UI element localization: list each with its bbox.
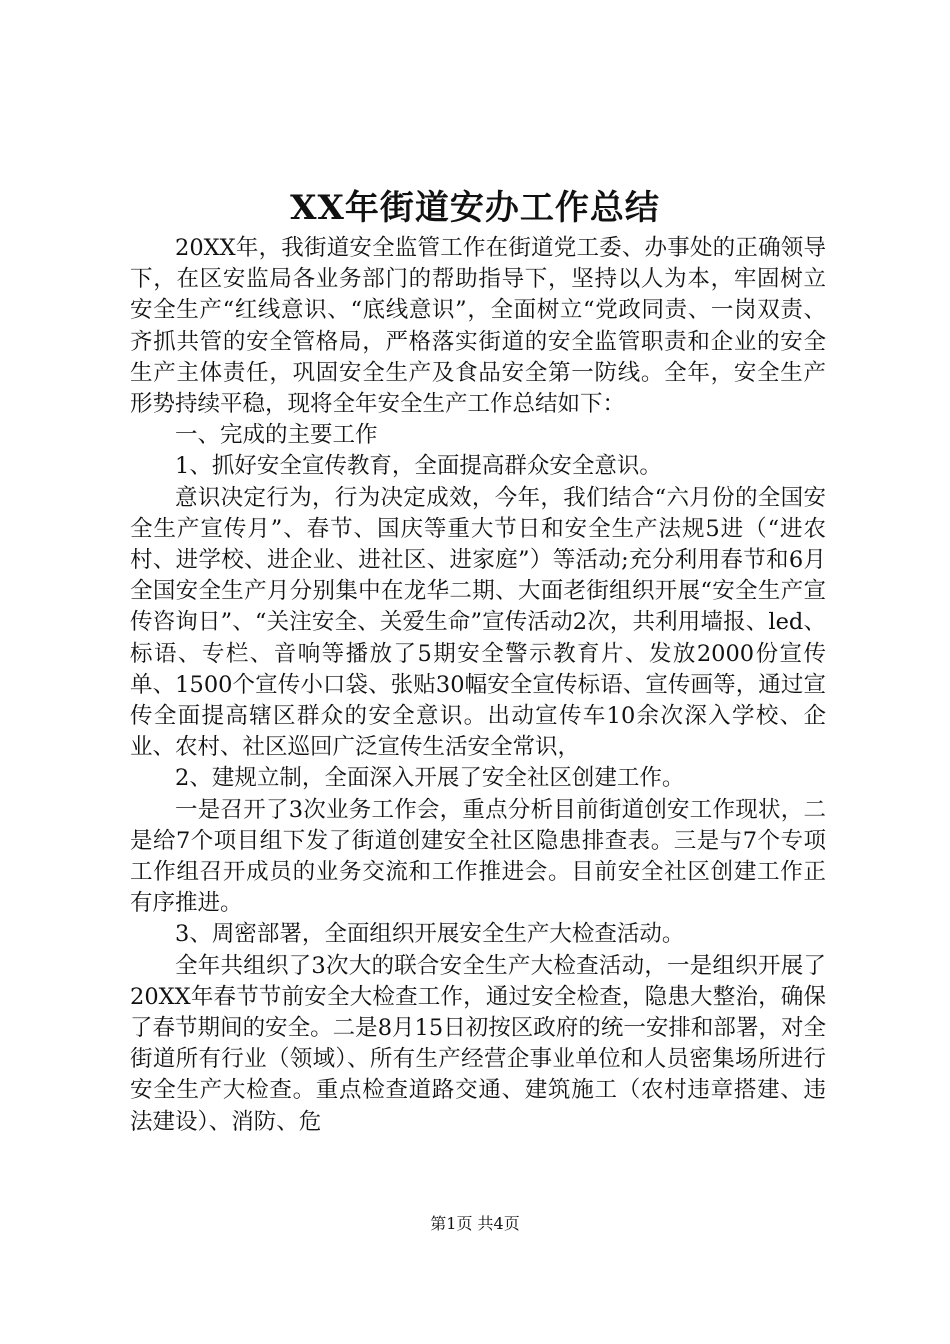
subheading-safe-community: 2、建规立制，全面深入开展了安全社区创建工作。 <box>175 765 685 792</box>
paragraph-safe-community: 一是召开了3次业务工作会，重点分析目前街道创安工作现状，二是给7个项目组下发了街道创建安全社区隐患排查表。三是与7个专项工作组召开成员的业务交流和工作推进会。目前安全社区创建工作正有序推进。 <box>130 796 826 917</box>
paragraph-safety-inspection: 全年共组织了3次大的联合安全生产大检查活动，一是组织开展了20XX年春节节前安全大检查工作，通过安全检查，隐患大整治，确保了春节期间的安全。二是8月15日初按区政府的统一安排和部署，对全街道所有行业（领域）、所有生产经营企事业单位和人员密集场所进行安全生产大检查。重点检查道路交通、建筑施工（农村违章搭建、违法建设）、消防、危 <box>130 952 826 1135</box>
section-heading-main-work: 一、完成的主要工作 <box>175 422 378 449</box>
page-number: 第1页 共4页 <box>430 1214 520 1233</box>
document-body <box>130 233 826 1138</box>
paragraph-safety-education: 意识决定行为，行为决定成效，今年，我们结合“六月份的全国安全生产宣传月”、春节、国庆等重大节日和安全生产法规5进（“进农村、进学校、进企业、进社区、进家庭”）等活动;充分利用春节和6月全国安全生产月分别集中在龙华二期、大面老街组织开展“安全生产宣传咨询日”、“关注安全、关爱生命”宣传活动2次，共利用墙报、led、标语、专栏、音响等播放了5期安全警示教育片、发放2000份宣传单、1500个宣传小口袋、张贴30幅安全宣传标语、宣传画等，通过宣传全面提高辖区群众的安全意识。出动宣传车10余次深入学校、企业、农村、社区巡回广泛宣传生活安全常识， <box>130 484 826 761</box>
subheading-safety-inspection: 3、周密部署，全面组织开展安全生产大检查活动。 <box>175 921 685 948</box>
subheading-safety-education: 1、抓好安全宣传教育，全面提高群众安全意识。 <box>175 453 662 480</box>
paragraph-intro: 20XX年，我街道安全监管工作在街道党工委、办事处的正确领导下，在区安监局各业务部门的帮助指导下，坚持以人为本，牢固树立安全生产“红线意识、“底线意识”，全面树立“党政同责、一岗双责、齐抓共管的安全管格局，严格落实街道的安全监管职责和企业的安全生产主体责任，巩固安全生产及食品安全第一防线。全年，安全生产形势持续平稳，现将全年安全生产工作总结如下： <box>130 235 826 418</box>
document-title: XX年街道安办工作总结 <box>290 188 660 228</box>
